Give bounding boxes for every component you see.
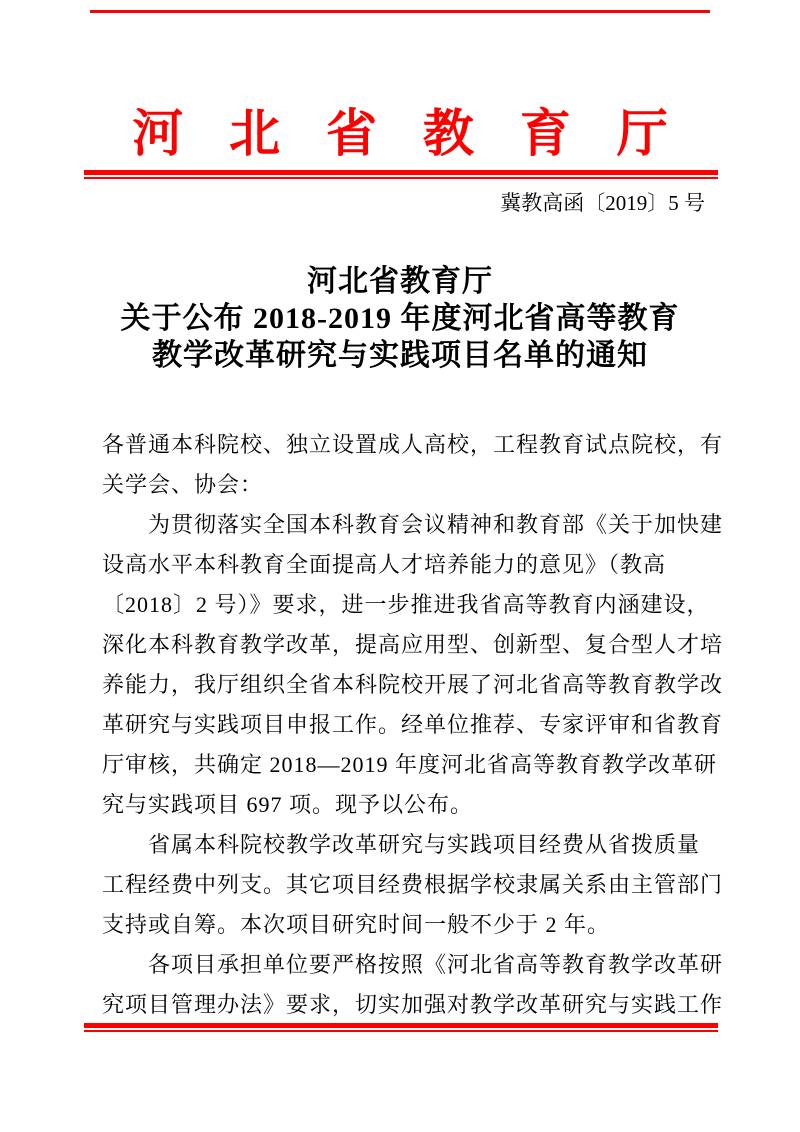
body-line: 究与实践项目 697 项。现予以公布。 — [102, 792, 474, 817]
document-number: 冀教高函〔2019〕5 号 — [500, 191, 705, 215]
body-line: 设高水平本科教育全面提高人才培养能力的意见》（教高 — [102, 552, 667, 577]
body-line: 革研究与实践项目申报工作。经单位推荐、专家评审和省教育 — [102, 712, 724, 737]
body-line: 养能力，我厅组织全省本科院校开展了河北省高等教育教学改 — [102, 672, 724, 697]
body-line: 深化本科教育教学改革，提高应用型、创新型、复合型人才培 — [102, 632, 724, 657]
body-line: 厅审核，共确定 2018—2019 年度河北省高等教育教学改革研 — [102, 752, 718, 777]
title-line-2: 关于公布 2018-2019 年度河北省高等教育 — [120, 302, 680, 335]
title-line-1: 河北省教育厅 — [307, 265, 493, 298]
title-line-3: 教学改革研究与实践项目名单的通知 — [152, 339, 648, 372]
document-title — [0, 263, 800, 374]
body-line: 各项目承担单位要严格按照《河北省高等教育教学改革研 — [148, 952, 724, 977]
masthead-double-rule — [84, 170, 718, 179]
body-line: 为贯彻落实全国本科教育会议精神和教育部《关于加快建 — [148, 512, 724, 537]
body-text — [102, 425, 722, 1025]
agency-masthead: 河北省教育厅 — [132, 107, 714, 163]
footer-double-rule — [84, 1023, 718, 1032]
body-line: 工程经费中列支。其它项目经费根据学校隶属关系由主管部门 — [102, 872, 724, 897]
footer-rule-thin-line — [84, 1030, 718, 1032]
masthead-rule-thin-line — [84, 177, 718, 179]
top-red-rule — [90, 10, 710, 13]
body-line: 省属本科院校教学改革研究与实践项目经费从省拨质量 — [148, 832, 701, 857]
body-line: 〔2018〕2 号）》要求，进一步推进我省高等教育内涵建设， — [102, 592, 710, 617]
body-line: 关学会、协会： — [102, 472, 264, 497]
body-line: 究项目管理办法》要求，切实加强对教学改革研究与实践工作 — [102, 992, 724, 1017]
body-line: 支持或自筹。本次项目研究时间一般不少于 2 年。 — [102, 912, 611, 937]
body-line: 各普通本科院校、独立设置成人高校，工程教育试点院校，有 — [102, 432, 724, 457]
